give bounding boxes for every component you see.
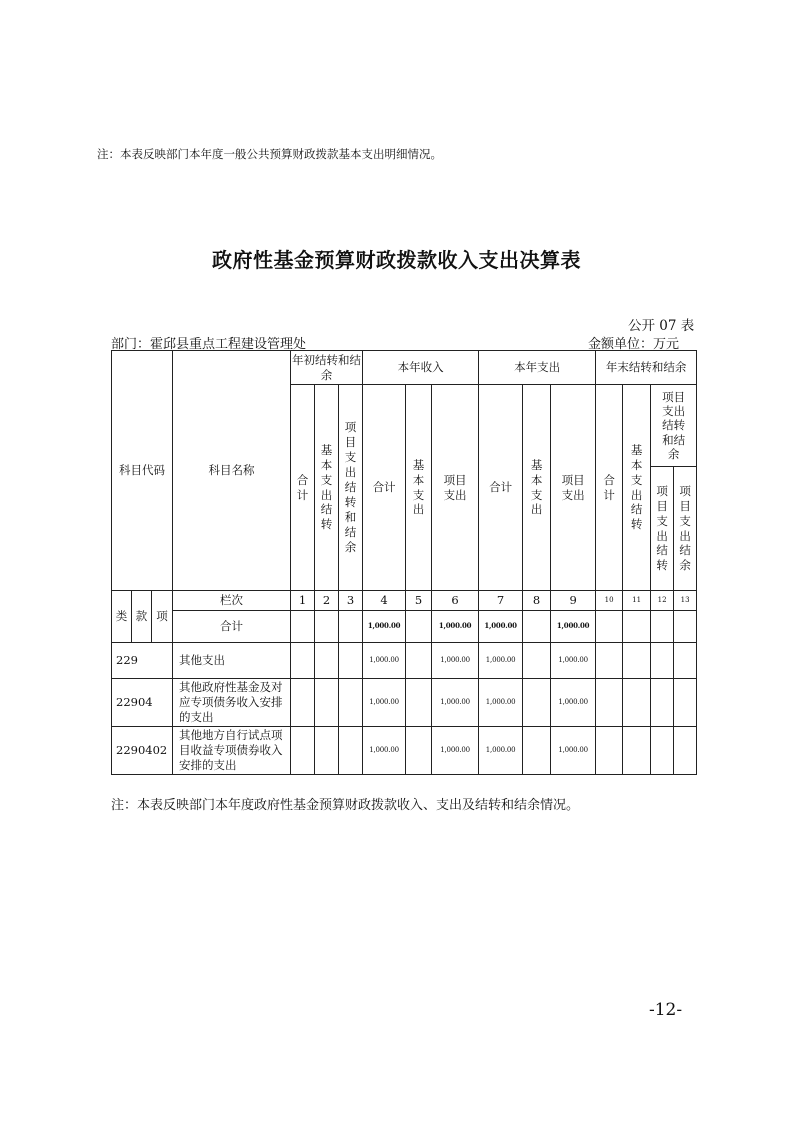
header-c7: 合计 bbox=[479, 385, 523, 591]
row-code: 2290402 bbox=[112, 727, 173, 775]
row-code: 229 bbox=[112, 643, 173, 679]
header-c3: 项目支出结转和结余 bbox=[339, 385, 363, 591]
row-c4: 1,000.00 bbox=[363, 643, 406, 679]
table-row bbox=[112, 643, 697, 679]
col-number: 1 bbox=[291, 591, 315, 611]
header-xiang: 项 bbox=[152, 591, 173, 643]
total-c9: 1,000.00 bbox=[551, 611, 596, 643]
table-number: 公开 07 表 bbox=[628, 318, 695, 334]
col-number: 3 bbox=[339, 591, 363, 611]
row-c7: 1,000.00 bbox=[479, 643, 523, 679]
amount-unit-label: 金额单位：万元 bbox=[588, 337, 680, 352]
col-number: 9 bbox=[551, 591, 596, 611]
row-name: 其他支出 bbox=[173, 643, 291, 679]
row-c7: 1,000.00 bbox=[479, 679, 523, 727]
row-c9: 1,000.00 bbox=[551, 643, 596, 679]
header-c8: 基本支出 bbox=[523, 385, 551, 591]
header-c6: 项目支出 bbox=[432, 385, 479, 591]
header-current-income: 本年收入 bbox=[363, 351, 479, 385]
total-c7: 1,000.00 bbox=[479, 611, 523, 643]
row-code: 22904 bbox=[112, 679, 173, 727]
row-c9: 1,000.00 bbox=[551, 679, 596, 727]
page-number: -12- bbox=[649, 1000, 683, 1020]
header-c10: 合计 bbox=[596, 385, 623, 591]
col-number: 10 bbox=[596, 591, 623, 611]
row-c4: 1,000.00 bbox=[363, 727, 406, 775]
total-c6: 1,000.00 bbox=[432, 611, 479, 643]
col-number: 11 bbox=[623, 591, 651, 611]
row-c6: 1,000.00 bbox=[432, 643, 479, 679]
header-c1: 合计 bbox=[291, 385, 315, 591]
table-row bbox=[112, 727, 697, 775]
bottom-note: 注：本表反映部门本年度政府性基金预算财政拨款收入、支出及结转和结余情况。 bbox=[111, 798, 580, 813]
total-c4: 1,000.00 bbox=[363, 611, 406, 643]
page-title: 政府性基金预算财政拨款收入支出决算表 bbox=[212, 248, 581, 272]
total-row-label: 合计 bbox=[173, 611, 291, 643]
row-c9: 1,000.00 bbox=[551, 727, 596, 775]
col-number: 4 bbox=[363, 591, 406, 611]
header-c12a: 项目支出结转 bbox=[651, 467, 674, 591]
top-note: 注：本表反映部门本年度一般公共预算财政拨款基本支出明细情况。 bbox=[97, 147, 442, 161]
header-closing-balance: 年末结转和结余 bbox=[596, 351, 697, 385]
department-label: 部门：霍邱县重点工程建设管理处 bbox=[111, 337, 307, 352]
col-number: 5 bbox=[406, 591, 432, 611]
row-c4: 1,000.00 bbox=[363, 679, 406, 727]
col-number: 8 bbox=[523, 591, 551, 611]
header-kuan: 款 bbox=[132, 591, 152, 643]
header-lei: 类 bbox=[112, 591, 132, 643]
header-opening-balance: 年初结转和结余 bbox=[291, 351, 363, 385]
col-number: 13 bbox=[674, 591, 697, 611]
row-c6: 1,000.00 bbox=[432, 679, 479, 727]
header-c4: 合计 bbox=[363, 385, 406, 591]
header-name: 科目名称 bbox=[173, 351, 291, 591]
col-number: 6 bbox=[432, 591, 479, 611]
header-code: 科目代码 bbox=[112, 351, 173, 591]
header-c12: 项目支出结转和结余 bbox=[651, 385, 697, 467]
row-c7: 1,000.00 bbox=[479, 727, 523, 775]
table-row bbox=[112, 679, 697, 727]
fund-budget-table bbox=[111, 350, 697, 775]
header-c5: 基本支出 bbox=[406, 385, 432, 591]
row-name: 其他政府性基金及对应专项债务收入安排的支出 bbox=[173, 679, 291, 727]
row-c6: 1,000.00 bbox=[432, 727, 479, 775]
header-c11: 基本支出结转 bbox=[623, 385, 651, 591]
row-name: 其他地方自行试点项目收益专项债券收入安排的支出 bbox=[173, 727, 291, 775]
col-number: 7 bbox=[479, 591, 523, 611]
header-c9: 项目支出 bbox=[551, 385, 596, 591]
header-c2: 基本支出结转 bbox=[315, 385, 339, 591]
col-number: 2 bbox=[315, 591, 339, 611]
header-current-expense: 本年支出 bbox=[479, 351, 596, 385]
col-number: 12 bbox=[651, 591, 674, 611]
header-lanci: 栏次 bbox=[173, 591, 291, 611]
header-c12b: 项目支出结余 bbox=[674, 467, 697, 591]
